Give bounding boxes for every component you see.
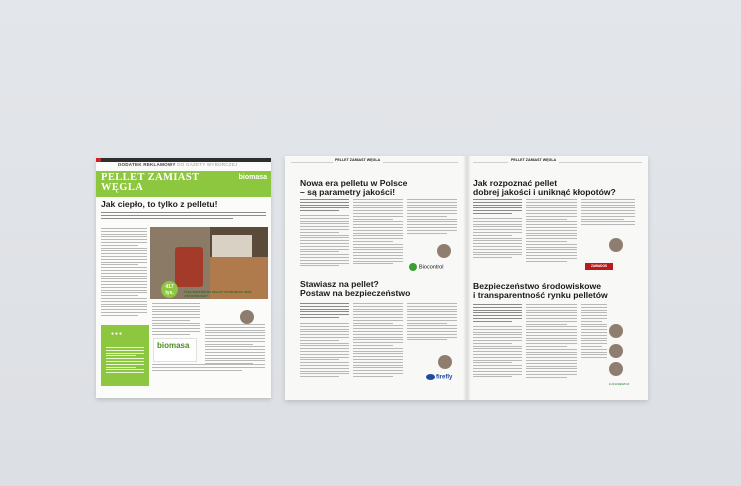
supplement-label: [118, 162, 238, 167]
article2-col1: [300, 323, 349, 379]
article1-lead: [300, 199, 349, 213]
article4-lead: [473, 304, 522, 324]
author-photo: [240, 310, 254, 324]
cover-title: PELLET ZAMIAST WĘGLA: [101, 172, 200, 193]
article1-title: Nowa era pelletu w Polsce – są parametry jakości!: [300, 178, 408, 198]
article4-col1: [473, 326, 522, 379]
cover-title-band: [96, 171, 271, 197]
supplement-to-text: DO GAZETY WYBORCZEJ: [177, 162, 238, 167]
inner-spread: [285, 156, 648, 400]
cover-lead: [101, 212, 266, 220]
article3-col1: [473, 218, 522, 260]
left-header-line: [291, 162, 333, 163]
article3-col2: [526, 199, 577, 263]
article2-title: Stawiasz na pellet? Postaw na bezpieczeństwo: [300, 279, 411, 299]
firefly-icon: [426, 374, 435, 380]
article2-lead: [300, 303, 349, 320]
people-icons: ●●●: [111, 331, 124, 337]
expert-photo-3: [609, 238, 623, 252]
expert-photo-2: [438, 355, 452, 369]
cover-body-column-4: [152, 328, 200, 336]
expert-photo-6: [609, 362, 623, 376]
cover-footer-text: [152, 364, 265, 372]
biomasa-bottom-logo: [153, 338, 197, 362]
left-page-header: PELLET ZAMIAST WĘGLA: [335, 158, 381, 162]
cover-body-column-1: [101, 228, 147, 318]
article2-col3: [407, 303, 457, 342]
article1-col3: [407, 199, 457, 235]
spread-gutter: [463, 156, 471, 400]
zawados-logo: ZAWADOS: [585, 263, 613, 270]
left-header-line-2: [383, 162, 458, 163]
expert-photo-4: [609, 324, 623, 338]
biocontrol-icon: [409, 263, 417, 271]
biocontrol-logo: [409, 263, 443, 271]
lukasiewicz-logo: ŁUKASIEWICZ: [609, 382, 630, 386]
article3-lead: [473, 199, 522, 216]
article4-col2: [526, 304, 577, 380]
biocontrol-text: Biocontrol: [419, 264, 444, 271]
stat-badge: [161, 281, 178, 298]
expert-photo-1: [437, 244, 451, 258]
right-header-line: [473, 162, 508, 163]
article2-col2: [353, 303, 403, 379]
stat-value: 417: [165, 284, 174, 290]
right-page-header: PELLET ZAMIAST WĘGLA: [511, 158, 557, 162]
cover-green-box: [101, 325, 149, 386]
right-header-line-2: [559, 162, 642, 163]
supplement-text: DODATEK REKLAMOWY: [118, 162, 176, 167]
expert-photo-5: [609, 344, 623, 358]
bottom-logo-text: biomasa: [157, 341, 190, 350]
article3-title: Jak rozpoznać pellet dobrej jakości i uniknąć kłopotów?: [473, 178, 616, 198]
article3-col3: [581, 199, 635, 227]
article1-col1: [300, 215, 349, 268]
cover-body-column-3: [205, 324, 265, 366]
stat-unit: tys.: [165, 290, 174, 296]
red-accent: [96, 158, 101, 162]
cover-headline: Jak ciepło, to tylko z pelletu!: [101, 199, 218, 209]
article4-col3: [581, 304, 607, 360]
biomasa-logo: biomasa: [238, 174, 267, 181]
firefly-logo: [426, 374, 452, 381]
cover-body-column-2: [152, 303, 200, 328]
article4-title: Bezpieczeństwo środowiskowe i transparentność rynku pelletów: [473, 281, 608, 301]
firefly-text: firefly: [436, 374, 453, 381]
article1-col2: [353, 199, 403, 266]
cover-page: [96, 158, 271, 398]
stat-caption: TYLE KOTŁÓW NA PELLET UŻYWANYCH JEST JUŻ W POLSCE*: [184, 290, 252, 298]
